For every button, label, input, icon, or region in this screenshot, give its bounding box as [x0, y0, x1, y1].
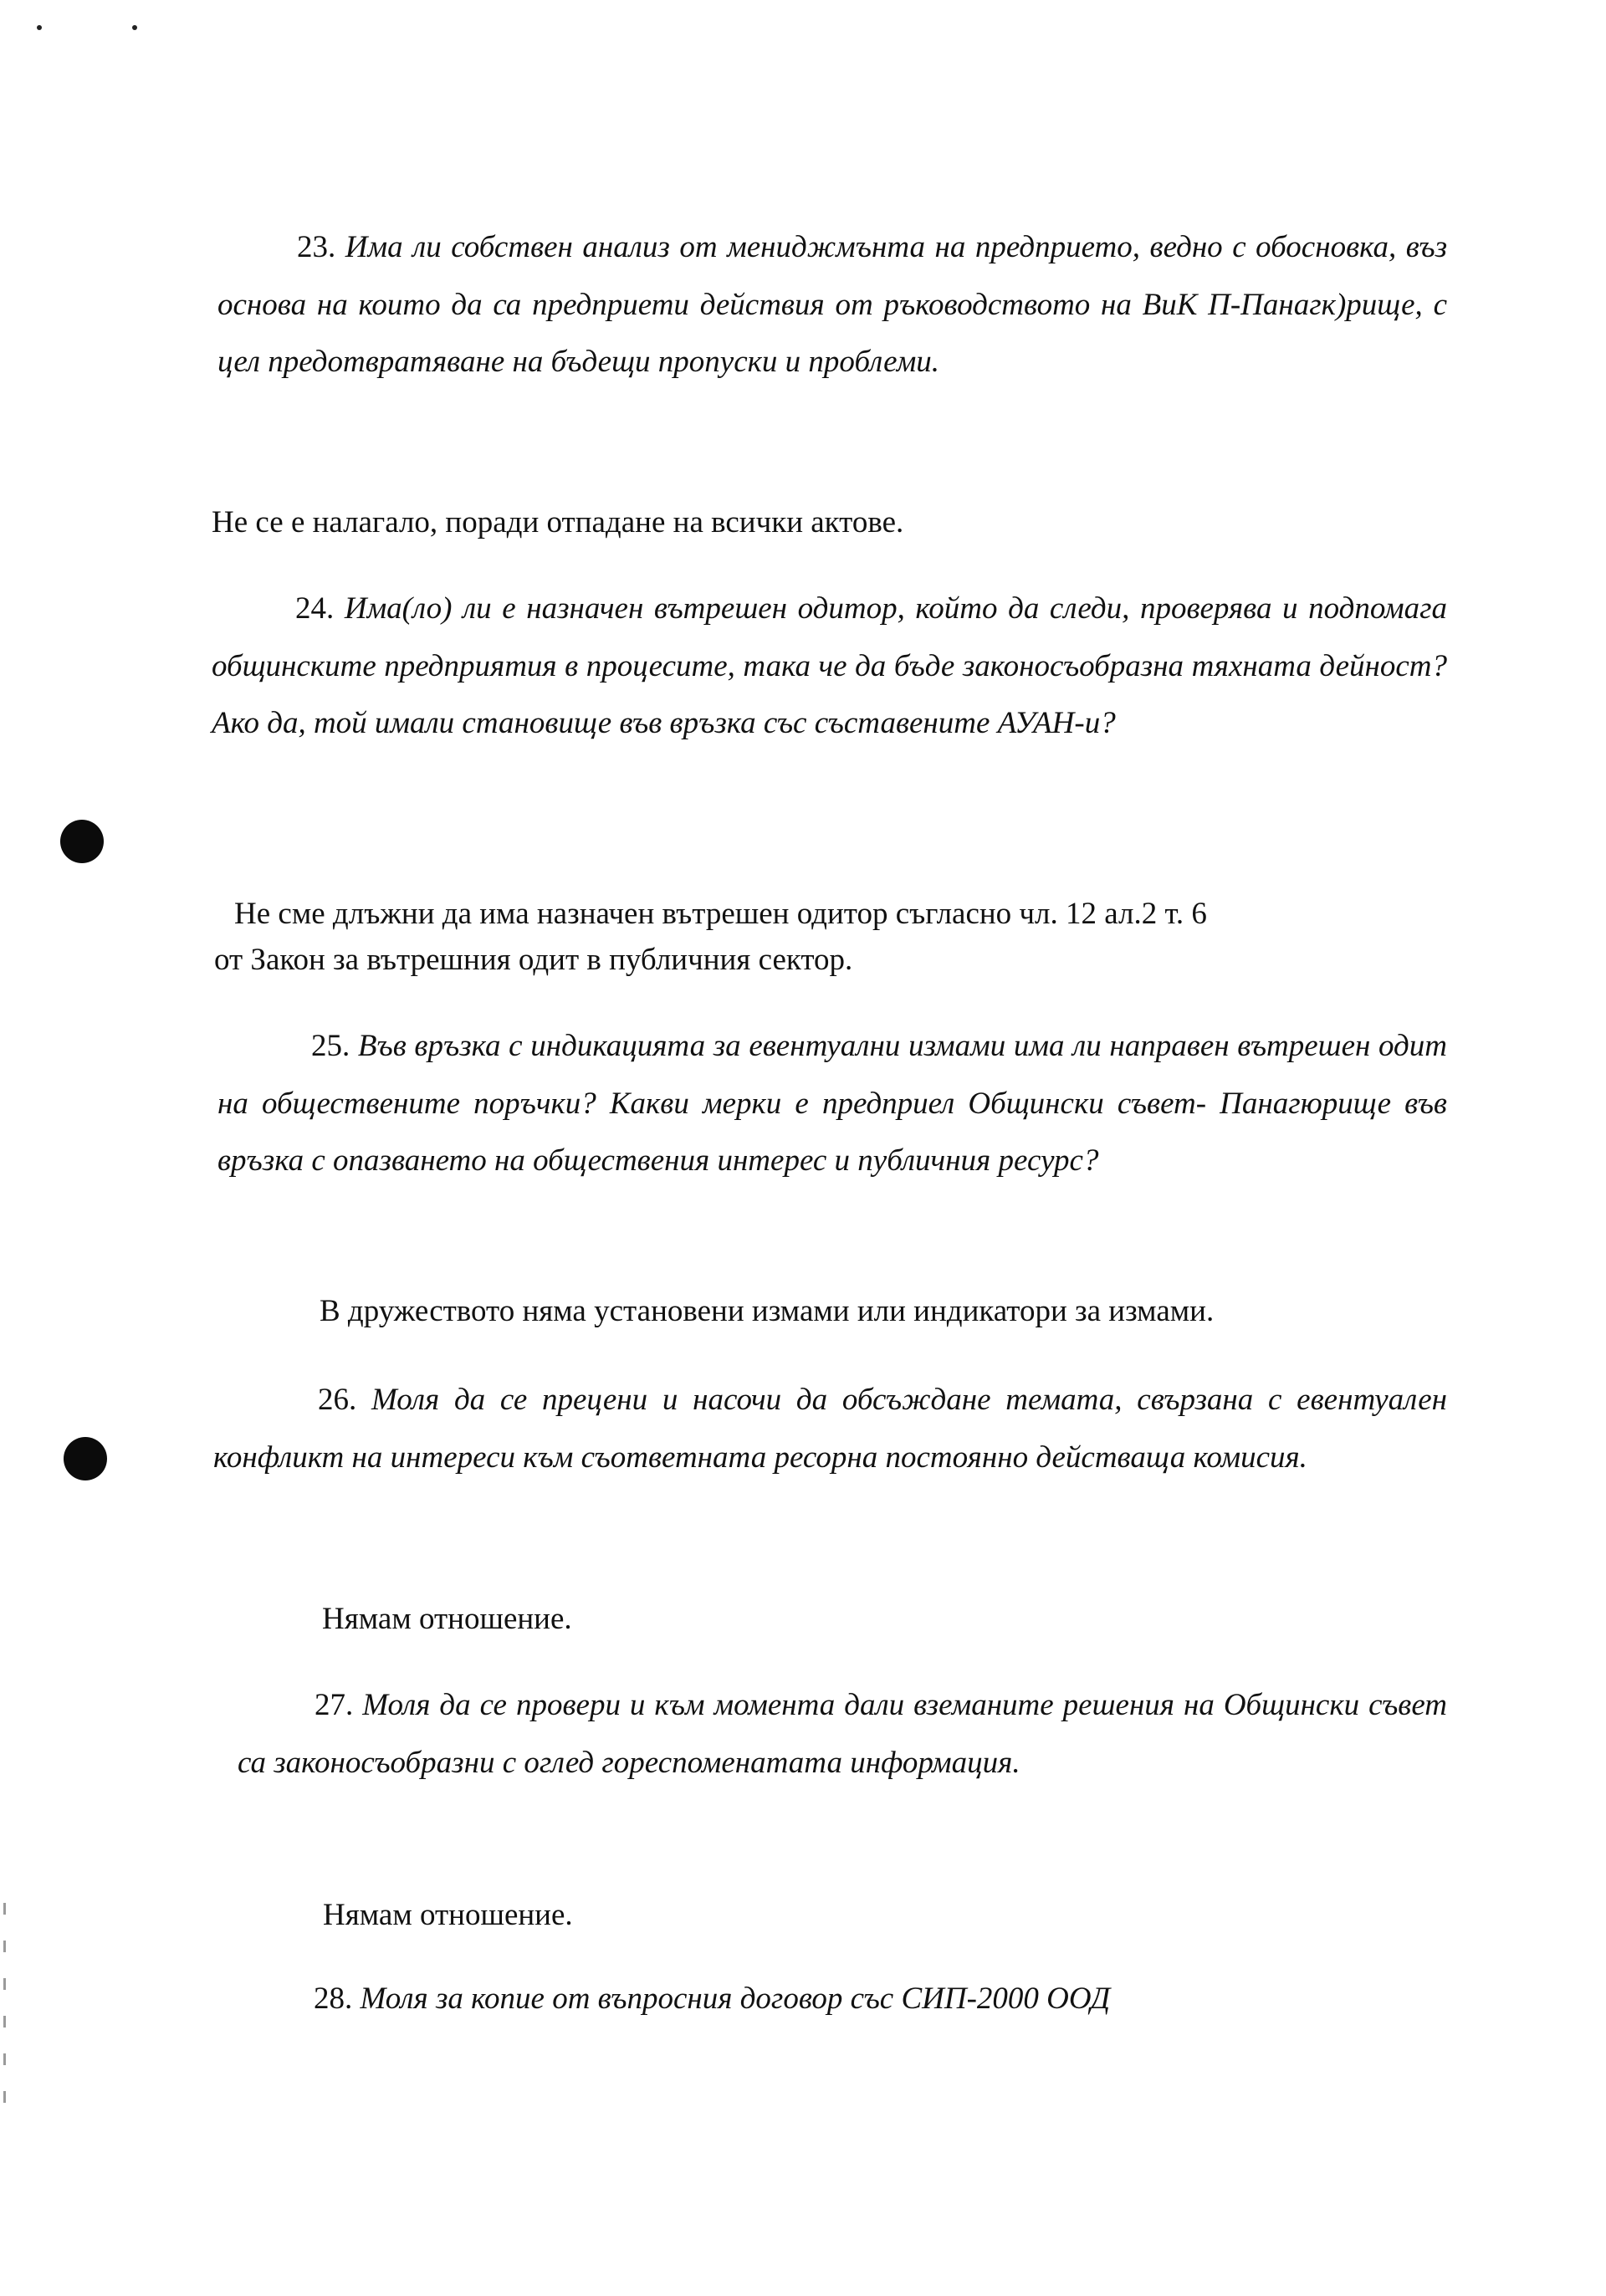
question-28 — [314, 1976, 1110, 2022]
question-25 — [217, 1018, 1447, 1190]
question-number: 27. — [315, 1688, 354, 1722]
question-text: Моля да се прецени и насочи да обсъждане темата, свързана с евентуален конфликт на интереси към съответната ресорна постоянно действаща комисия. — [213, 1383, 1447, 1475]
question-number: 28. — [314, 1982, 353, 2016]
answer-25: В дружеството няма установени измами или индикатори за измами. — [320, 1294, 1215, 1328]
punch-hole — [60, 820, 104, 863]
question-text: Във връзка с индикацията за евентуални измами има ли направен вътрешен одит на обществените поръчки? Какви мерки е предприел Общински съвет- Панагюрище във връзка с опазването на обществения интерес и публичния ресурс? — [217, 1029, 1447, 1178]
answer-24-line-2: от Закон за вътрешния одит в публичния сектор. — [214, 943, 853, 977]
question-24 — [212, 580, 1447, 753]
question-23 — [217, 219, 1447, 391]
scan-edge-mark — [3, 1903, 6, 1915]
question-number: 24. — [295, 591, 335, 626]
scan-edge-mark — [3, 2053, 6, 2065]
question-26 — [213, 1372, 1447, 1486]
question-text: Моля за копие от въпросния договор със СИП-2000 ООД — [360, 1982, 1111, 2016]
punch-hole — [64, 1437, 107, 1480]
scan-edge-mark — [3, 1941, 6, 1952]
scan-edge-mark — [3, 1978, 6, 1990]
question-number: 23. — [297, 230, 336, 264]
answer-24-line-1: Не сме длъжни да има назначен вътрешен одитор съгласно чл. 12 ал.2 т. 6 — [234, 897, 1207, 931]
question-number: 26. — [318, 1383, 357, 1417]
question-number: 25. — [311, 1029, 350, 1063]
question-27 — [238, 1677, 1447, 1792]
answer-26: Нямам отношение. — [322, 1602, 572, 1636]
answer-27: Нямам отношение. — [323, 1898, 573, 1932]
question-text: Има(ло) ли е назначен вътрешен одитор, който да следи, проверява и подпомага общинските предприятия в процесите, така че да бъде законосъобразна тяхната дейност?Ако да, той имали становище във връзка със съставените АУАН-и? — [212, 591, 1447, 740]
scan-speck — [37, 25, 42, 30]
answer-23: Не се е налагало, поради отпадане на всички актове. — [212, 505, 904, 539]
question-text: Моля да се провери и към момента дали вземаните решения на Общински съвет са законосъобразни с оглед гореспоменатата информация. — [238, 1688, 1448, 1780]
scan-edge-mark — [3, 2016, 6, 2028]
scan-edge-mark — [3, 2091, 6, 2103]
scan-speck — [132, 25, 137, 30]
question-text: Има ли собствен анализ от мениджмънта на предприето, ведно с обосновка, въз основа на които да са предприети действия от ръководството на ВиК П-Панагк)рище, с цел предотвратяване на бъдещи пропуски и проблеми. — [217, 230, 1448, 379]
